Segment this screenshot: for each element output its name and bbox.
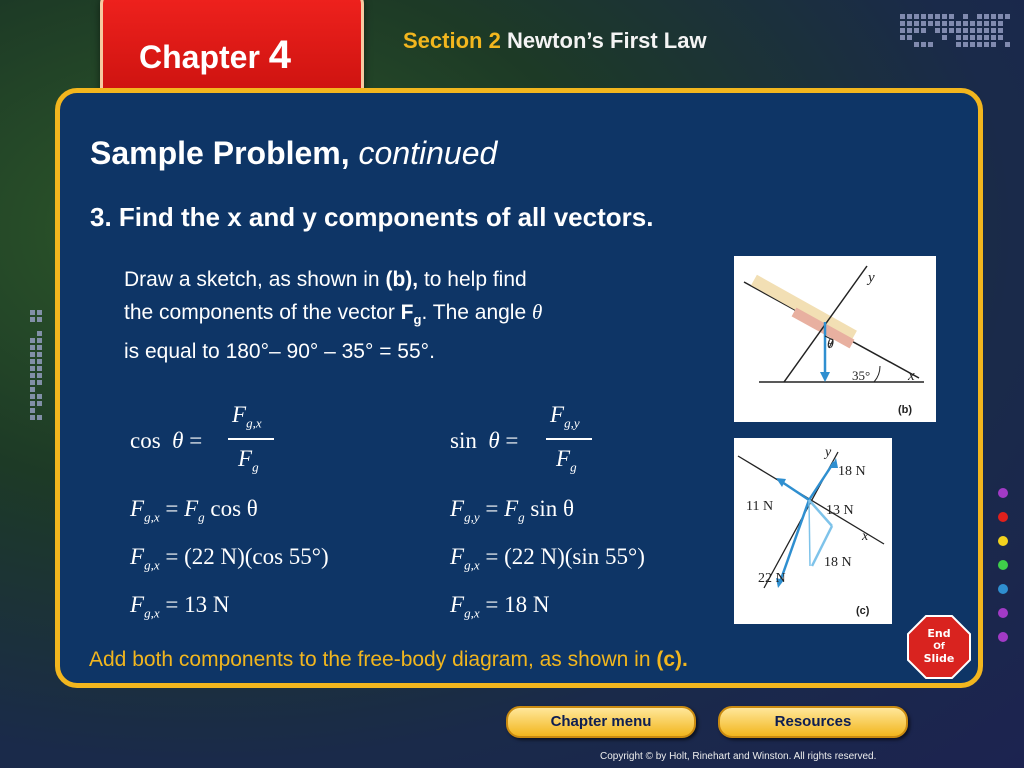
fig-b-theta-label: θ <box>827 337 834 352</box>
decor-dot-cell <box>914 42 919 47</box>
decor-dot <box>998 512 1008 522</box>
decor-dot-cell <box>970 35 975 40</box>
decor-dot-cell <box>30 380 35 385</box>
decor-dot-cell <box>900 14 905 19</box>
decor-dot-cell <box>942 14 947 19</box>
decor-dot-cell <box>37 331 42 336</box>
decor-dot-cell <box>998 35 1003 40</box>
heading-continued: continued <box>358 135 498 171</box>
decor-dot-cell <box>37 359 42 364</box>
fig-c-y-label: y <box>825 445 832 460</box>
copyright-notice: Copyright © by Holt, Rinehart and Winston. All rights reserved. <box>600 751 877 762</box>
decor-dot-cell <box>963 35 968 40</box>
cos-equation: cos θ = <box>130 428 203 453</box>
decor-dot-cell <box>921 42 926 47</box>
decor-dot <box>998 584 1008 594</box>
decor-dot-cell <box>37 373 42 378</box>
decor-dot-cell <box>37 415 42 420</box>
fig-c-18n-top-label: 18 N <box>838 464 866 479</box>
fgy-definition: $F_{g,y} = F_g$ sin θ <box>450 496 574 525</box>
decor-dot-cell <box>977 35 982 40</box>
section-title <box>403 28 707 54</box>
decor-dot-cell <box>30 352 35 357</box>
decor-dot-grid <box>900 14 1010 54</box>
decor-dot-cell <box>914 28 919 33</box>
decor-dot-cell <box>977 42 982 47</box>
decor-dot-cell <box>30 338 35 343</box>
decor-dot-cell <box>900 21 905 26</box>
decor-dot-cell <box>1005 42 1010 47</box>
decor-dot-cell <box>970 28 975 33</box>
slide-heading: Sample Problem, continued <box>90 135 498 171</box>
decor-dot-cell <box>956 42 961 47</box>
decor-dot-cell <box>928 14 933 19</box>
decor-dot-cell <box>37 345 42 350</box>
decor-dot-cell <box>900 35 905 40</box>
decor-dot-cell <box>30 387 35 392</box>
fig-b-y-label: y <box>868 270 875 286</box>
fgx-definition: $F_{g,x} = F_g$ cos θ <box>130 496 258 525</box>
chapter-label: Chapter 4 <box>139 33 292 77</box>
decor-dot-cell <box>956 35 961 40</box>
decor-dot-cell <box>984 21 989 26</box>
decor-dot-cell <box>991 35 996 40</box>
step-instruction: 3. Find the x and y components of all vectors. <box>90 202 654 232</box>
decor-dot-cell <box>928 21 933 26</box>
decor-dot-cell <box>30 366 35 371</box>
decor-dot-cell <box>956 28 961 33</box>
decor-dot-cell <box>37 338 42 343</box>
decor-dot-cell <box>921 21 926 26</box>
decor-dot-cell <box>907 35 912 40</box>
decor-dot-cell <box>963 21 968 26</box>
chapter-number: 4 <box>268 33 292 77</box>
decor-dot-cell <box>998 28 1003 33</box>
decor-dot-cell <box>928 42 933 47</box>
decor-dot-cell <box>1005 14 1010 19</box>
decor-dot-cell <box>949 28 954 33</box>
decor-dot-cell <box>991 14 996 19</box>
decor-dot-cell <box>963 28 968 33</box>
svg-text:Slide: Slide <box>923 652 955 665</box>
stop-sign-icon <box>906 614 972 680</box>
decor-dot <box>998 560 1008 570</box>
decor-dot-cell <box>914 21 919 26</box>
decor-dot-cell <box>37 394 42 399</box>
decor-dot-cell <box>30 317 35 322</box>
decor-dot-cell <box>935 14 940 19</box>
chapter-menu-button[interactable]: Chapter menu <box>506 706 696 738</box>
fig-c-caption: (c) <box>856 605 870 617</box>
decor-dot-cell <box>30 373 35 378</box>
decor-dot-cell <box>977 28 982 33</box>
decor-dot <box>998 608 1008 618</box>
decor-dot-cell <box>30 310 35 315</box>
decor-dot-cell <box>949 14 954 19</box>
fig-c-22n-label: 22 N <box>758 571 786 586</box>
decor-dot-cell <box>949 21 954 26</box>
sin-equation: sin θ = <box>450 428 519 453</box>
decor-dot-cell <box>942 35 947 40</box>
decor-dot-cell <box>37 380 42 385</box>
fig-c-11n-label: 11 N <box>746 499 774 514</box>
decor-dot-grid-left <box>30 310 50 430</box>
figure-b <box>734 256 936 422</box>
fgy-substitution: $F_{g,x} = (22$ N)(sin 55°) <box>450 544 645 573</box>
fig-c-18n-bottom-label: 18 N <box>824 555 852 570</box>
section-name: Newton’s First Law <box>506 28 707 53</box>
decor-dot-cell <box>30 408 35 413</box>
svg-text:Of: Of <box>933 642 945 652</box>
decor-dot <box>998 536 1008 546</box>
decor-dot-cell <box>900 28 905 33</box>
cos-fraction: $F_{g,x}$ $F_g$ <box>228 402 276 482</box>
end-of-slide-button[interactable] <box>906 614 972 680</box>
decor-dot-cell <box>970 42 975 47</box>
fig-c-x-label: x <box>862 529 869 544</box>
figure-c <box>734 438 892 624</box>
fgx-substitution: $F_{g,x} = (22$ N)(cos 55°) <box>130 544 329 573</box>
decor-dot-cell <box>907 28 912 33</box>
decor-dot-cell <box>942 21 947 26</box>
decor-dot-cell <box>956 21 961 26</box>
decor-dot-cell <box>991 21 996 26</box>
section-number: Section 2 <box>403 28 501 53</box>
decor-dot-cell <box>37 317 42 322</box>
decor-dot-cell <box>977 14 982 19</box>
decor-dot-cell <box>914 14 919 19</box>
resources-button[interactable]: Resources <box>718 706 908 738</box>
decor-dot-cell <box>984 42 989 47</box>
decor-dot-cell <box>935 28 940 33</box>
decor-dot-cell <box>37 366 42 371</box>
decor-dot-cell <box>37 310 42 315</box>
decor-dot-cell <box>998 14 1003 19</box>
decor-dot-cell <box>921 14 926 19</box>
fig-b-caption: (b) <box>898 404 913 416</box>
figure-b-diagram <box>734 256 936 422</box>
decor-dot-cell <box>970 21 975 26</box>
figure-c-diagram <box>734 438 892 624</box>
sin-fraction: $F_{g,y}$ $F_g$ <box>546 402 594 482</box>
svg-text:End: End <box>927 627 951 640</box>
decor-dot-cell <box>991 28 996 33</box>
decor-dot-cell <box>991 42 996 47</box>
decor-dot-cell <box>30 359 35 364</box>
fig-b-x-label: x <box>908 368 915 384</box>
bottom-instruction: Add both components to the free-body diagram, as shown in (c). <box>89 648 688 671</box>
decor-dot-cell <box>963 42 968 47</box>
decor-dot-cell <box>30 401 35 406</box>
decor-dot <box>998 632 1008 642</box>
fig-b-angle-label: 35° <box>852 368 871 383</box>
decor-dot-cell <box>963 14 968 19</box>
decor-dot-cell <box>907 14 912 19</box>
fgx-result: $F_{g,x} = 13$ N <box>130 592 230 621</box>
decor-dot-cell <box>984 14 989 19</box>
decor-dot-cell <box>921 28 926 33</box>
fig-c-13n-label: 13 N <box>826 503 854 518</box>
decor-dot-cell <box>30 345 35 350</box>
decor-dot-cell <box>984 35 989 40</box>
fgy-result: $F_{g,x} = 18$ N <box>450 592 550 621</box>
decor-dot-cell <box>942 28 947 33</box>
decor-dot <box>998 488 1008 498</box>
decor-dot-cell <box>935 21 940 26</box>
bottom-reference: (c). <box>656 648 688 671</box>
decor-dot-cell <box>30 394 35 399</box>
decor-dot-cell <box>984 28 989 33</box>
decor-dot-cell <box>30 415 35 420</box>
decor-dot-cell <box>907 21 912 26</box>
decor-dot-cell <box>37 352 42 357</box>
decor-dot-cell <box>977 21 982 26</box>
decor-dot-cell <box>37 401 42 406</box>
explanation-paragraph: Draw a sketch, as shown in (b), to help find the components of the vector $F_g$. The angle θ is equal to 180°– 90° – 35° = 55°. <box>124 268 543 364</box>
decor-dot-cell <box>998 21 1003 26</box>
